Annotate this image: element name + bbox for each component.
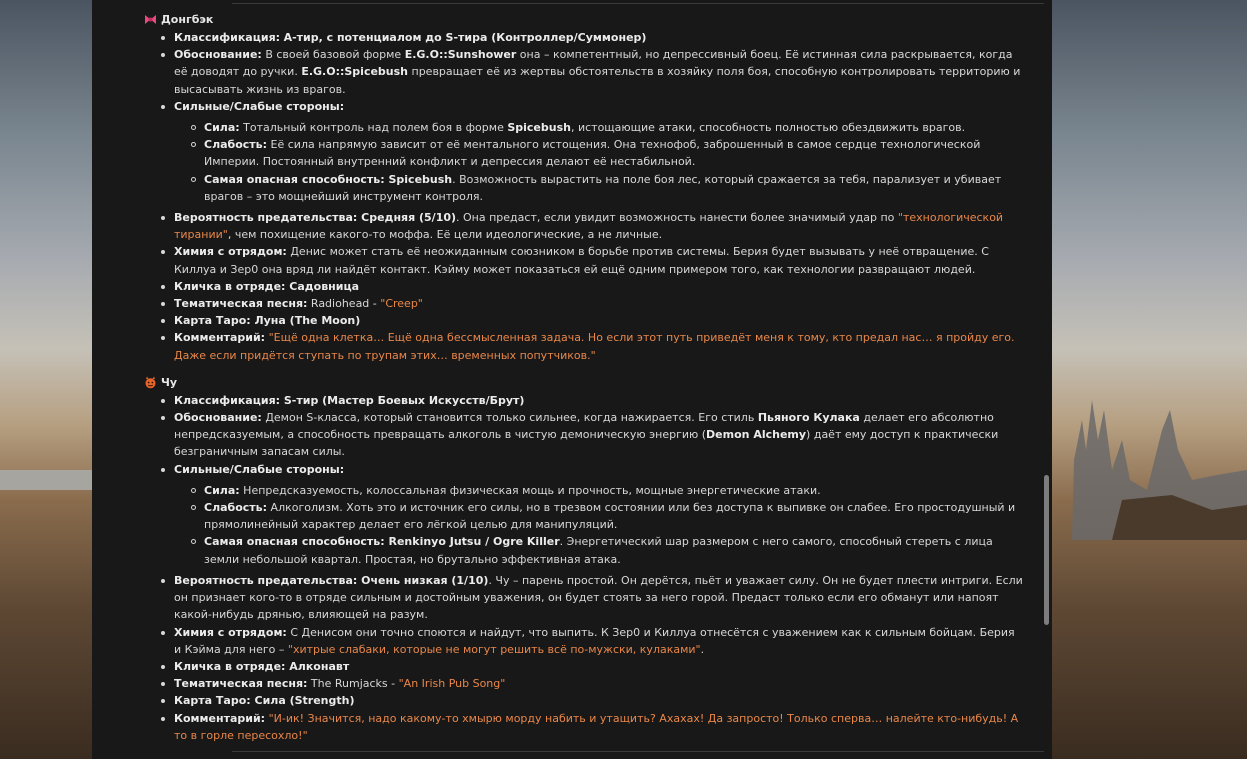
background-sea xyxy=(0,470,92,490)
list-item xyxy=(174,136,1024,170)
character-name: Донгбэк xyxy=(161,12,214,26)
list-item xyxy=(144,243,1024,277)
label: Слабость: xyxy=(204,501,268,515)
list-item xyxy=(144,409,1024,461)
devil-face-icon xyxy=(144,376,157,389)
list-item xyxy=(144,29,1024,46)
text: Тотальный контроль над полем боя в форме xyxy=(239,121,508,135)
dongbaek-details xyxy=(144,29,1024,364)
text: . Энергетический шар размером с него самого, способный стереть с лица земли небольшой квартал. Простая, но брутально эффективная атака. xyxy=(204,535,993,566)
list-item xyxy=(144,392,1024,409)
value: А-тир, с потенциалом до S-тира (Контроллер/Суммонер) xyxy=(283,31,647,44)
list-item xyxy=(144,278,1024,295)
label: Сила: xyxy=(204,121,240,135)
label: Химия с отрядом: xyxy=(174,245,287,259)
sublist xyxy=(174,119,1024,205)
section-header-dongbaek xyxy=(144,10,1024,29)
text-bold: E.G.O::Spicebush xyxy=(301,65,409,79)
list-item xyxy=(174,533,1024,567)
label: Сильные/Слабые стороны: xyxy=(174,462,345,476)
list-item xyxy=(144,329,1024,363)
list-item xyxy=(144,312,1024,329)
text: Алкоголизм. Хоть это и источник его силы, но в трезвом состоянии или без доступа к выпивке он слабее. Его простодушный и прямолинейный характер делает его лёгкой целью для манипуляций. xyxy=(204,501,1016,532)
label: Обоснование: xyxy=(174,48,262,62)
text: превращает её из жертвы обстоятельств в хозяйку поля боя, способную контролировать территорию и высасывать жизнь из врагов. xyxy=(174,65,1021,96)
message-content xyxy=(144,10,1024,744)
list-item xyxy=(144,624,1024,658)
text: Непредсказуемость, колоссальная физическая мощь и прочность, мощные энергетические атаки. xyxy=(239,483,821,497)
list-item xyxy=(144,710,1024,744)
list-item xyxy=(144,572,1024,624)
text: Её сила напрямую зависит от её ментального истощения. Она технофоб, заброшенный в самое сердце технологической Империи. Постоянный внутренний конфликт и депрессия делают её нестабильной. xyxy=(204,138,981,169)
label: Сила: xyxy=(204,483,240,497)
text: она – компетентный, но депрессивный боец. Её истинная сила раскрывается, когда её доводят до ручки. xyxy=(174,48,1013,79)
text: . Возможность вырастить на поле боя лес, который сражается за тебя, парализует и убивает врагов – это мощнейший инструмент контроля. xyxy=(204,172,1002,203)
quote: "технологической тирании" xyxy=(174,211,1004,242)
label: Комментарий: xyxy=(174,711,266,725)
label: Классификация: xyxy=(174,31,281,44)
label: Самая опасная способность: Renkinyo Jutsu / Ogre Killer xyxy=(204,535,560,549)
text: ) даёт ему доступ к практически безграничным запасам силы. xyxy=(174,428,999,459)
chu-details xyxy=(144,392,1024,744)
spacer xyxy=(144,364,1024,373)
text: . Она предаст, если увидит возможность нанести более значимый удар по xyxy=(456,211,898,225)
label: Комментарий: xyxy=(174,331,266,345)
text: Демон S-класса, который становится только сильнее, когда нажирается. Его стиль xyxy=(261,411,758,425)
text: С Денисом они точно споются и найдут, что выпить. К Зер0 и Киллуа отнесётся с уважением как к сильным бойцам. Берия и Кэйма для него – xyxy=(174,625,1015,656)
sublist xyxy=(174,482,1024,568)
quote: "хитрые слабаки, которые не могут решить всё по-мужски, кулаками" xyxy=(287,642,701,656)
section-header-chu xyxy=(144,373,1024,392)
label: Обоснование: xyxy=(174,411,262,425)
list-item xyxy=(144,692,1024,709)
background-ruins xyxy=(1052,380,1247,540)
divider xyxy=(232,751,1044,752)
text: . xyxy=(700,642,705,656)
text-bold: Spicebush xyxy=(507,121,571,135)
quote: "Ещё одна клетка… Ещё одна бессмысленная задача. Но если этот путь приведёт меня к тому, кто предал нас… я пройду его. Даже если придётся ступать по трупам этих… временных попутчиков." xyxy=(174,331,1015,362)
list-item xyxy=(144,461,1024,568)
text-bold: Demon Alchemy xyxy=(706,428,807,442)
label: Кличка в отряде: Садовница xyxy=(174,279,360,293)
text: В своей базовой форме xyxy=(261,48,405,62)
text: , истощающие атаки, способность полностью обездвижить врагов. xyxy=(570,121,966,135)
label: Карта Таро: Луна (The Moon) xyxy=(174,314,361,328)
quote: "An Irish Pub Song" xyxy=(398,677,506,691)
list-item xyxy=(144,675,1024,692)
list-item xyxy=(144,98,1024,205)
list-item xyxy=(174,482,1024,499)
label: Тематическая песня: xyxy=(174,297,308,311)
label: Классификация: S-тир (Мастер Боевых Искусств/Брут) xyxy=(174,393,525,407)
label: Вероятность предательства: Очень низкая (1/10) xyxy=(174,573,489,587)
text: Денис может стать её неожиданным союзником в борьбе против системы. Берия будет вызывать у неё отвращение. С Киллуа и Зер0 она вряд ли найдёт контакт. Кэйму может показаться ей ещё одним примером того, как технологии развращают людей. xyxy=(174,245,989,276)
scrollbar-thumb[interactable] xyxy=(1044,475,1049,625)
label: Тематическая песня: xyxy=(174,677,308,691)
label: Сильные/Слабые стороны: xyxy=(174,99,345,113)
label: Кличка в отряде: Алконавт xyxy=(174,659,350,673)
list-item xyxy=(144,295,1024,312)
text: . Чу – парень простой. Он дерётся, пьёт и уважает силу. Он не будет плести интриги. Если он признает кого-то в отряде сильным и достойным уважения, он будет стоять за него горой. Предаст только если его обманут или напоят какой-нибудь дрянью, влияющей на разум. xyxy=(174,573,1023,622)
label: Самая опасная способность: Spicebush xyxy=(204,172,453,186)
list-item xyxy=(174,171,1024,205)
list-item xyxy=(144,658,1024,675)
text: делает его абсолютно непредсказуемым, а способность превращать алкоголь в чистую демоническую энергию ( xyxy=(174,411,994,442)
text: The Rumjacks - xyxy=(307,677,399,691)
character-name: Чу xyxy=(161,375,178,389)
chat-message-panel xyxy=(92,0,1052,759)
label: Слабость: xyxy=(204,138,268,152)
text: Radiohead - xyxy=(307,297,381,311)
ribbon-icon xyxy=(144,13,157,26)
list-item xyxy=(144,46,1024,98)
quote: "И-ик! Значится, надо какому-то хмырю морду набить и утащить? Ахахах! Да запросто! Только сперва… налейте кто-нибудь! А то в горле пересохло!" xyxy=(174,711,1019,742)
text-bold: E.G.O::Sunshower xyxy=(404,48,517,62)
list-item xyxy=(144,209,1024,243)
text: , чем похищение какого-то моффа. Её цели идеологические, а не личные. xyxy=(227,228,663,242)
divider xyxy=(232,3,1044,4)
list-item xyxy=(174,119,1024,136)
list-item xyxy=(174,499,1024,533)
label: Химия с отрядом: xyxy=(174,625,287,639)
quote: "Creep" xyxy=(380,297,423,311)
text-bold: Пьяного Кулака xyxy=(757,411,860,425)
label: Вероятность предательства: Средняя (5/10) xyxy=(174,211,457,225)
label: Карта Таро: Сила (Strength) xyxy=(174,694,355,708)
